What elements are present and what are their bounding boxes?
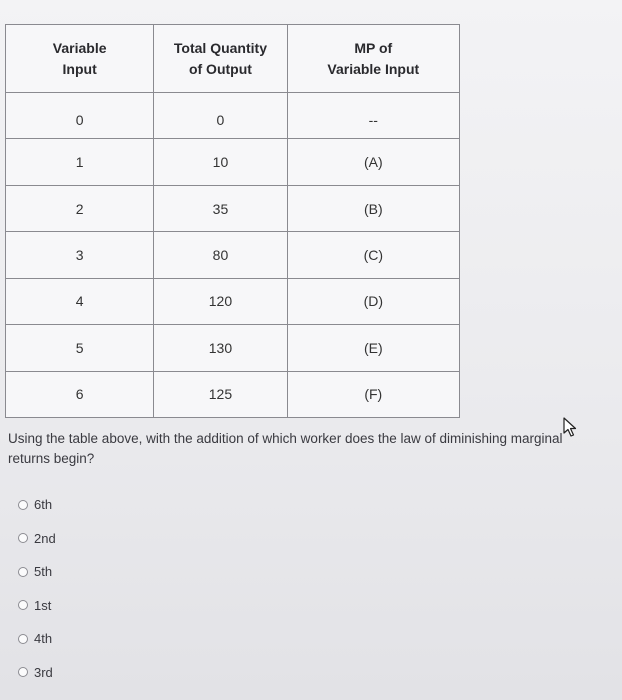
table-cell: 5 — [6, 325, 154, 371]
option-label: 1st — [34, 597, 52, 613]
header-variable-input — [6, 25, 154, 93]
table-cell: (C) — [287, 232, 459, 278]
table-row — [6, 232, 460, 278]
table-cell: (A) — [287, 139, 459, 185]
header-total-quantity-label: Total Quantity of Output — [173, 39, 267, 77]
mouse-pointer-icon — [563, 417, 577, 443]
radio-button[interactable] — [18, 634, 28, 644]
table-header-row — [6, 25, 460, 93]
table-cell: 130 — [154, 325, 287, 371]
table-row — [6, 139, 460, 185]
table-row — [6, 185, 460, 231]
radio-button[interactable] — [18, 533, 28, 543]
table-row — [6, 278, 460, 324]
data-table — [5, 24, 460, 418]
table-cell: (D) — [287, 278, 459, 324]
radio-button[interactable] — [18, 500, 28, 510]
option-2nd[interactable] — [18, 522, 56, 556]
option-6th[interactable] — [18, 488, 56, 522]
radio-button[interactable] — [18, 667, 28, 677]
table-cell: 10 — [154, 139, 287, 185]
option-3rd[interactable] — [18, 656, 56, 690]
table-row — [6, 371, 460, 417]
table-cell: -- — [287, 93, 459, 139]
table-cell: 2 — [6, 185, 154, 231]
answer-options — [18, 488, 56, 689]
table-row — [6, 93, 460, 139]
option-label: 5th — [34, 564, 53, 580]
option-label: 2nd — [34, 530, 56, 546]
table-cell: 6 — [6, 371, 154, 417]
option-1st[interactable] — [18, 589, 56, 623]
table-cell: 3 — [6, 232, 154, 278]
table-cell: 1 — [6, 139, 154, 185]
radio-button[interactable] — [18, 567, 28, 577]
option-5th[interactable] — [18, 555, 56, 589]
table-row — [6, 325, 460, 371]
question-text: Using the table above, with the addition of which worker does the law of diminishing marginal returns begin? — [8, 431, 563, 466]
table-cell: 125 — [154, 371, 287, 417]
option-4th[interactable] — [18, 622, 56, 656]
table-cell: 0 — [6, 93, 154, 139]
option-label: 6th — [34, 497, 53, 513]
table-cell: (E) — [287, 325, 459, 371]
header-mp-label: MP of Variable Input — [327, 39, 420, 77]
table-cell: 80 — [154, 232, 287, 278]
question-prompt — [8, 429, 608, 469]
option-label: 4th — [34, 631, 53, 647]
header-mp-variable-input — [287, 25, 459, 93]
table-cell: 120 — [154, 278, 287, 324]
radio-button[interactable] — [18, 600, 28, 610]
table-cell: (B) — [287, 185, 459, 231]
table-cell: 35 — [154, 185, 287, 231]
option-label: 3rd — [34, 664, 53, 680]
table-cell: 0 — [154, 93, 287, 139]
header-variable-input-label: Variable Input — [52, 39, 107, 77]
table-cell: 4 — [6, 278, 154, 324]
header-total-quantity — [154, 25, 287, 93]
table-cell: (F) — [287, 371, 459, 417]
